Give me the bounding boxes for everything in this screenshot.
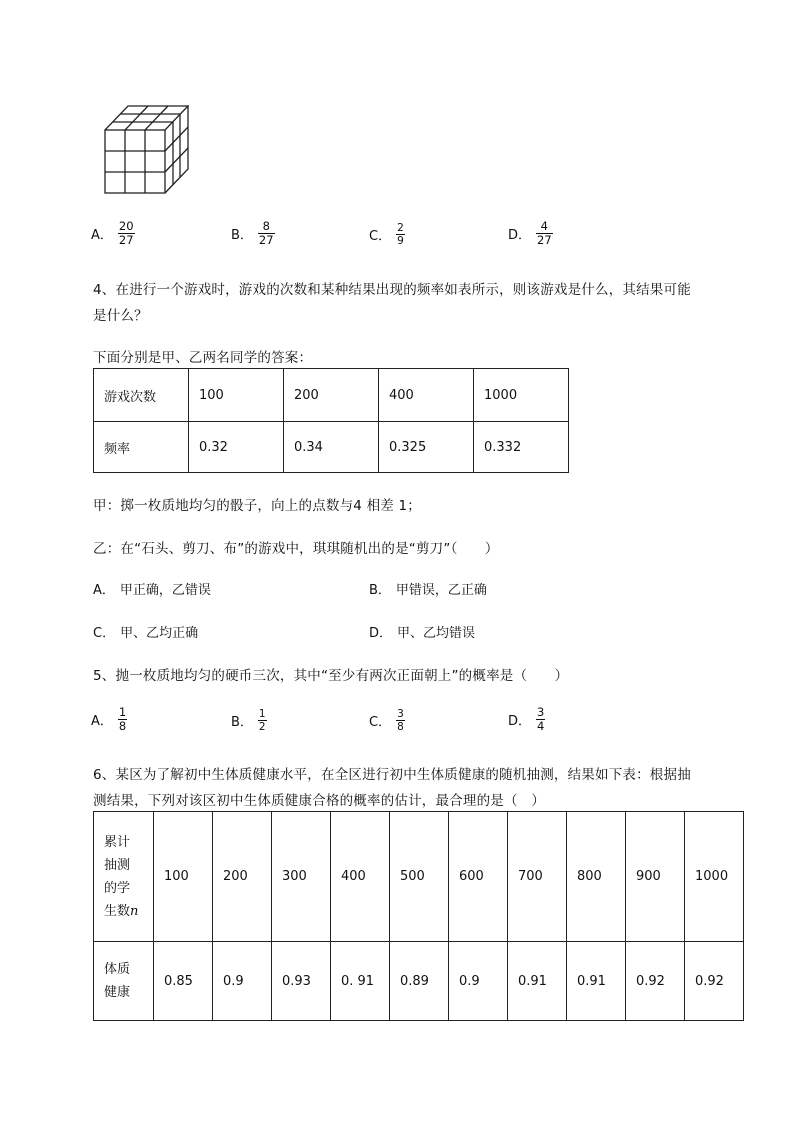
q6-health-table: [93, 811, 744, 1021]
q4-option-d[interactable]: D． 甲、乙均错误: [369, 626, 476, 641]
table-cell: 0.91: [567, 942, 626, 1021]
table-cell: 700: [508, 812, 567, 942]
fraction: $\frac{8}{27}$: [258, 219, 274, 248]
q4-answer-jia: 甲：掷一枚质地均匀的骰子，向上的点数与4 相差 1；: [93, 498, 421, 514]
q3-option-b[interactable]: B． $\frac{8}{27}$: [231, 219, 274, 248]
q5-stem: 5、抛一枚质地均匀的硬币三次，其中“至少有两次正面朝上”的概率是（ ）: [93, 668, 569, 684]
q6-stem-line2: 测结果，下列对该区初中生体质健康合格的概率的估计，最合理的是（ ）: [93, 793, 546, 809]
q5-option-c[interactable]: C． $\frac{3}{8}$: [369, 708, 404, 734]
table-cell: 0.92: [685, 942, 744, 1021]
q4-frequency-table: [93, 368, 569, 473]
fraction: $\frac{4}{27}$: [537, 219, 552, 248]
table-cell: 100: [154, 812, 213, 942]
q6-stem-line1: 6、某区为了解初中生体质健康水平，在全区进行初中生体质健康的随机抽测，结果如下表：根据抽: [93, 767, 691, 783]
table-cell: 0.34: [284, 422, 379, 473]
q4-stem-line2: 是什么？: [93, 308, 148, 324]
q4-option-c[interactable]: C． 甲、乙均正确: [93, 626, 199, 641]
table-cell: 0.332: [474, 422, 569, 473]
table-cell: 500: [390, 812, 449, 942]
cube-figure: [100, 102, 196, 198]
fraction: $\frac{20}{27}$: [118, 219, 134, 248]
table-cell: 0. 91: [331, 942, 390, 1021]
table-cell: 900: [626, 812, 685, 942]
q5-option-a[interactable]: A． $\frac{1}{8}$: [91, 705, 127, 734]
q3-option-a[interactable]: A． $\frac{20}{27}$: [91, 219, 134, 248]
table-cell: 0.32: [189, 422, 284, 473]
table-row: [94, 369, 569, 422]
table-cell: 300: [272, 812, 331, 942]
q5-option-b[interactable]: B． $\frac{1}{2}$: [231, 708, 266, 734]
q4-option-b[interactable]: B． 甲错误，乙正确: [369, 583, 487, 598]
q5-option-d[interactable]: D． $\frac{3}{4}$: [508, 705, 545, 734]
q4-intro: 下面分别是甲、乙两名同学的答案：: [93, 350, 313, 366]
q4-stem-line1: 4、在进行一个游戏时，游戏的次数和某种结果出现的频率如表所示，则该游戏是什么，其结果可能: [93, 282, 691, 298]
q3-option-c[interactable]: C． $\frac{2}{9}$: [369, 222, 404, 248]
table-cell: 0.85: [154, 942, 213, 1021]
table-row: [94, 422, 569, 473]
table-cell: 200: [284, 369, 379, 422]
table-cell: 0.91: [508, 942, 567, 1021]
q4-option-a[interactable]: A． 甲正确，乙错误: [93, 583, 211, 598]
table-header-cell: 累计 抽测 的学 生数n: [94, 812, 154, 942]
table-cell: 400: [379, 369, 474, 422]
table-header-cell: 体质 健康: [94, 942, 154, 1021]
table-cell: 0.325: [379, 422, 474, 473]
fraction: $\frac{1}{2}$: [258, 708, 266, 734]
fraction: $\frac{3}{4}$: [537, 705, 545, 734]
q3-option-d[interactable]: D． $\frac{4}{27}$: [508, 219, 552, 248]
table-cell: 800: [567, 812, 626, 942]
table-row: [94, 942, 744, 1021]
fraction: $\frac{3}{8}$: [397, 708, 404, 734]
table-cell: 游戏次数: [94, 369, 189, 422]
table-cell: 1000: [685, 812, 744, 942]
table-cell: 0.89: [390, 942, 449, 1021]
table-cell: 0.92: [626, 942, 685, 1021]
q4-answer-yi: 乙：在“石头、剪刀、布”的游戏中，琪琪随机出的是“剪刀”（ ）: [93, 541, 499, 557]
table-cell: 0.93: [272, 942, 331, 1021]
table-cell: 频率: [94, 422, 189, 473]
table-row: [94, 812, 744, 942]
table-cell: 1000: [474, 369, 569, 422]
fraction: $\frac{1}{8}$: [118, 705, 127, 734]
table-cell: 600: [449, 812, 508, 942]
table-cell: 400: [331, 812, 390, 942]
table-cell: 200: [213, 812, 272, 942]
table-cell: 0.9: [213, 942, 272, 1021]
fraction: $\frac{2}{9}$: [397, 222, 404, 248]
table-cell: 100: [189, 369, 284, 422]
table-cell: 0.9: [449, 942, 508, 1021]
